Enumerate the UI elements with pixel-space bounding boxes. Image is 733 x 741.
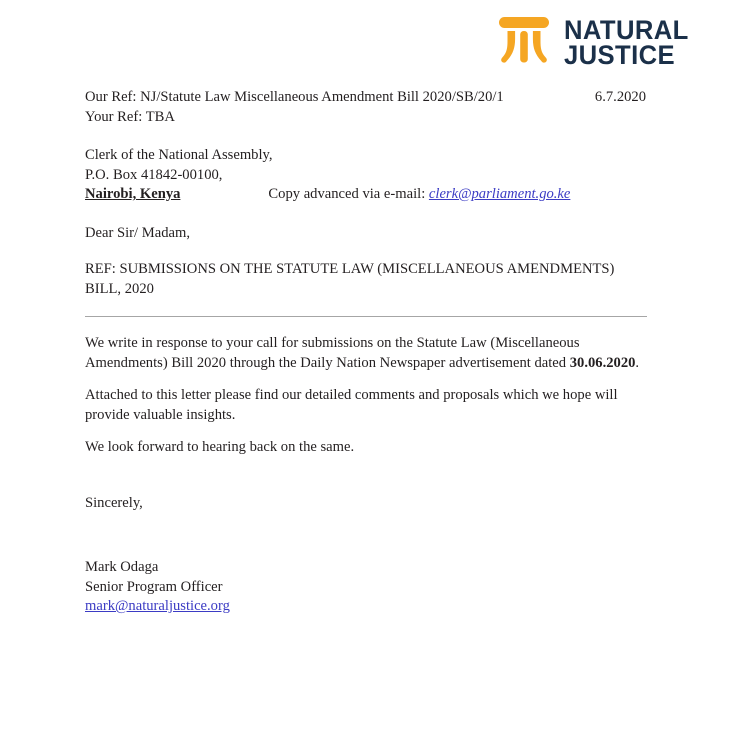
your-ref-line: Your Ref: TBA — [85, 108, 175, 125]
subject-line-2: BILL, 2020 — [85, 280, 154, 297]
reference-block — [85, 88, 504, 127]
recipient-line-1: Clerk of the National Assembly, — [85, 147, 273, 163]
paragraph-2: Attached to this letter please find our detailed comments and proposals which we hope will provide valuable insights. — [85, 387, 618, 423]
subject-heading — [85, 260, 647, 299]
signer-email-link[interactable]: mark@naturaljustice.org — [85, 598, 230, 614]
closing-salutation — [85, 494, 647, 514]
reference-row — [85, 88, 647, 127]
wordmark-line-natural: NATURAL — [563, 15, 689, 46]
letter-date: 6.7.2020 — [594, 89, 646, 105]
letterhead — [495, 14, 695, 72]
copy-note — [268, 185, 570, 205]
signer-title: Senior Program Officer — [85, 578, 223, 595]
signer-name: Mark Odaga — [85, 559, 159, 575]
wordmark-line-justice: JUSTICE — [563, 40, 675, 70]
letter-body — [85, 88, 647, 617]
advertisement-date: 30.06.2020 — [569, 354, 636, 371]
signature-block — [85, 558, 647, 617]
logo-wordmark — [563, 15, 695, 70]
natural-justice-torii-logo-icon — [495, 14, 553, 72]
closing-line: Sincerely, — [85, 494, 143, 511]
subject-line-1: REF: SUBMISSIONS ON THE STATUTE LAW (MISCELLANEOUS AMENDMENTS) — [85, 261, 615, 277]
salutation: Dear Sir/ Madam, — [85, 224, 190, 241]
recipient-address — [85, 146, 647, 205]
paragraph-1-text-b: . — [635, 354, 640, 371]
paragraph-1-text-a: We write in response to your call for submissions on the Statute Law (Miscellaneous Amendments) Bill 2020 through the Daily Nation Newspaper advertisement dated — [85, 335, 580, 371]
recipient-line-2: P.O. Box 41842-00100, — [85, 166, 223, 183]
our-ref-line: Our Ref: NJ/Statute Law Miscellaneous Amendment Bill 2020/SB/20/1 — [85, 89, 504, 105]
copy-note-label: Copy advanced via e-mail: — [268, 186, 426, 202]
paragraph-3: We look forward to hearing back on the same. — [85, 439, 355, 455]
clerk-email-link[interactable]: clerk@parliament.go.ke — [428, 186, 571, 202]
paragraph-1 — [85, 334, 647, 373]
recipient-city-row — [85, 185, 647, 205]
recipient-city: Nairobi, Kenya — [85, 186, 181, 202]
